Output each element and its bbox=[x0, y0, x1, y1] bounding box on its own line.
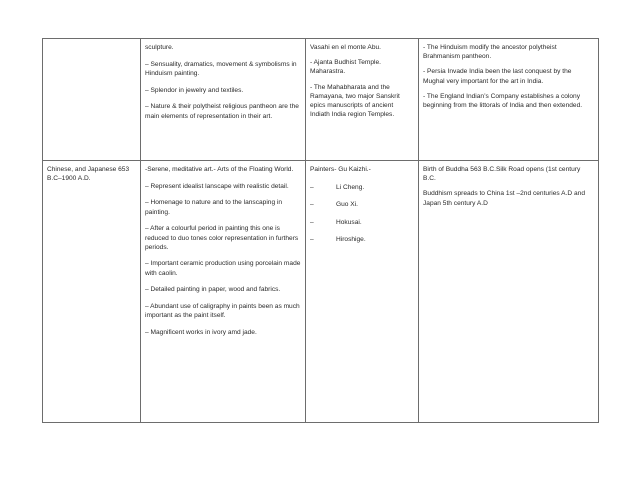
table-cell-characteristics bbox=[141, 161, 306, 423]
table-cell-period bbox=[43, 161, 141, 423]
table-row bbox=[43, 161, 599, 423]
history-table bbox=[42, 38, 599, 423]
dash: – bbox=[310, 218, 314, 226]
painter-name: Hiroshige. bbox=[336, 235, 366, 243]
dash: – bbox=[310, 184, 314, 192]
cell-text: – Magnificent works in ivory amd jade. bbox=[145, 328, 257, 336]
cell-text: - The Mahabharata and the Ramayana, two major Sanskrit epics manuscripts of ancient Indiath India region Temples. bbox=[310, 83, 400, 119]
cell-text: – Important ceramic production using porcelain made with caolin. bbox=[145, 260, 301, 277]
cell-text: – Nature & their polytheist religious pantheon are the main elements of representation in their art. bbox=[145, 103, 299, 120]
cell-text: - Ajanta Budhist Temple. Maharastra. bbox=[310, 59, 381, 76]
cell-text: Buddhism spreads to China 1st –2nd centuries A.D and Japan 5th century A.D bbox=[423, 190, 586, 207]
cell-text: – Detailed painting in paper, wood and fabrics. bbox=[145, 286, 281, 294]
painter-name: Hokusai. bbox=[336, 218, 362, 226]
cell-text: Vasahi en el monte Abu. bbox=[310, 44, 381, 51]
table-cell-characteristics bbox=[141, 39, 306, 161]
dash: – bbox=[310, 201, 314, 209]
cell-text: – Homenage to nature and to the lanscaping in painting. bbox=[145, 199, 283, 216]
painter-item bbox=[310, 200, 414, 209]
painter-item bbox=[310, 183, 414, 192]
painter-item bbox=[310, 235, 414, 244]
dash: – bbox=[310, 235, 314, 243]
cell-text: -Serene, meditative art.- Arts of the Floating World. bbox=[145, 166, 294, 173]
painter-item bbox=[310, 218, 414, 227]
cell-text: – Splendor in jewelry and textiles. bbox=[145, 86, 244, 94]
cell-text: Birth of Buddha 563 B.C.Silk Road opens (1st century B.C. bbox=[423, 166, 581, 183]
table-cell-period bbox=[43, 39, 141, 161]
cell-text: sculpture. bbox=[145, 44, 174, 51]
cell-text: - Persia Invade India been the last conquest by the Mughal very important for the art in India. bbox=[423, 68, 572, 85]
table-cell-events bbox=[419, 161, 599, 423]
painters-intro: Painters- Gu Kaizhi.- bbox=[310, 166, 371, 173]
period-label: Chinese, and Japanese 653 B.C–1900 A.D. bbox=[47, 166, 130, 183]
cell-text: – After a colourful period in painting this one is reduced to duo tones color representation in furthers periods. bbox=[145, 225, 299, 251]
table-cell-works bbox=[306, 161, 419, 423]
cell-text: - The Hinduism modify the ancestor polytheist Brahmanism pantheon. bbox=[423, 44, 557, 61]
painter-name: Guo Xi. bbox=[336, 201, 358, 209]
cell-text: – Abundant use of caligraphy in paints been as much important as the paint itself. bbox=[145, 303, 300, 320]
table-cell-events bbox=[419, 39, 599, 161]
cell-text: – Sensuality, dramatics, movement & symbolisms in Hinduism painting. bbox=[145, 60, 297, 77]
cell-text: – Represent idealist lanscape with realistic detail. bbox=[145, 182, 289, 190]
painter-name: Li Cheng. bbox=[336, 184, 365, 192]
table-cell-works bbox=[306, 39, 419, 161]
cell-text: - The England Indian’s Company establishes a colony beginning from the littorals of India and then extended. bbox=[423, 92, 583, 110]
table-row bbox=[43, 39, 599, 161]
